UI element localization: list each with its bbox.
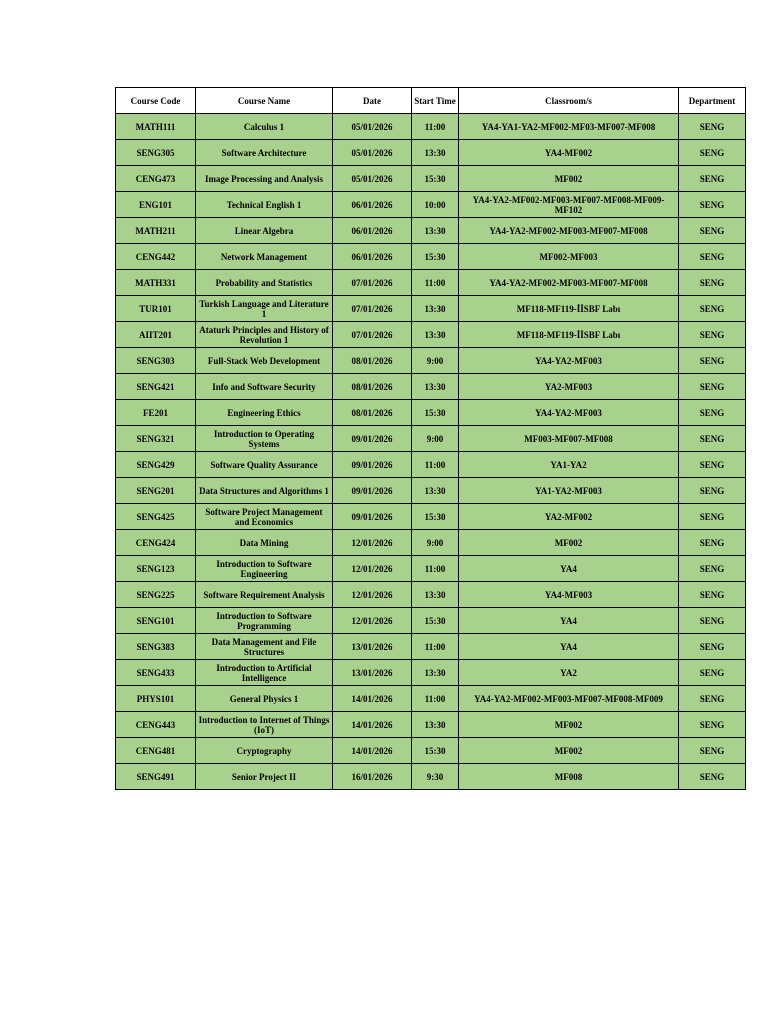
course-name-cell: Introduction to Artificial Intelligence: [196, 660, 333, 686]
classrooms-cell: MF002: [459, 166, 679, 192]
header-department: Department: [679, 88, 746, 114]
course-name-cell: Ataturk Principles and History of Revolution 1: [196, 322, 333, 348]
department-cell: SENG: [679, 686, 746, 712]
course-code-cell: SENG491: [116, 764, 196, 790]
course-name-cell: Image Processing and Analysis: [196, 166, 333, 192]
date-cell: 14/01/2026: [333, 738, 412, 764]
table-row: [116, 166, 746, 192]
course-name-cell: Linear Algebra: [196, 218, 333, 244]
start-time-cell: 13:30: [412, 478, 459, 504]
table-row: [116, 452, 746, 478]
date-cell: 09/01/2026: [333, 478, 412, 504]
course-code-cell: SENG303: [116, 348, 196, 374]
start-time-cell: 11:00: [412, 634, 459, 660]
course-code-cell: SENG123: [116, 556, 196, 582]
table-row: [116, 192, 746, 218]
date-cell: 06/01/2026: [333, 218, 412, 244]
course-code-cell: CENG442: [116, 244, 196, 270]
table-row: [116, 504, 746, 530]
classrooms-cell: YA4-MF002: [459, 140, 679, 166]
start-time-cell: 15:30: [412, 244, 459, 270]
date-cell: 09/01/2026: [333, 452, 412, 478]
classrooms-cell: MF118-MF119-İİSBF Labı: [459, 296, 679, 322]
course-name-cell: Engineering Ethics: [196, 400, 333, 426]
header-date: Date: [333, 88, 412, 114]
start-time-cell: 13:30: [412, 712, 459, 738]
classrooms-cell: YA4-YA2-MF003: [459, 348, 679, 374]
department-cell: SENG: [679, 582, 746, 608]
table-row: [116, 686, 746, 712]
course-name-cell: Network Management: [196, 244, 333, 270]
start-time-cell: 11:00: [412, 686, 459, 712]
course-name-cell: Data Mining: [196, 530, 333, 556]
course-code-cell: MATH111: [116, 114, 196, 140]
table-row: [116, 270, 746, 296]
date-cell: 07/01/2026: [333, 270, 412, 296]
date-cell: 09/01/2026: [333, 426, 412, 452]
classrooms-cell: YA4-YA2-MF002-MF003-MF007-MF008: [459, 270, 679, 296]
course-code-cell: SENG101: [116, 608, 196, 634]
table-row: [116, 244, 746, 270]
department-cell: SENG: [679, 192, 746, 218]
start-time-cell: 9:00: [412, 426, 459, 452]
table-row: [116, 400, 746, 426]
course-code-cell: CENG481: [116, 738, 196, 764]
course-code-cell: SENG421: [116, 374, 196, 400]
date-cell: 09/01/2026: [333, 504, 412, 530]
course-code-cell: SENG433: [116, 660, 196, 686]
course-name-cell: Software Requirement Analysis: [196, 582, 333, 608]
table-row: [116, 426, 746, 452]
date-cell: 14/01/2026: [333, 686, 412, 712]
start-time-cell: 11:00: [412, 452, 459, 478]
department-cell: SENG: [679, 556, 746, 582]
department-cell: SENG: [679, 400, 746, 426]
classrooms-cell: YA2-MF003: [459, 374, 679, 400]
date-cell: 12/01/2026: [333, 582, 412, 608]
classrooms-cell: YA4-YA2-MF002-MF003-MF007-MF008-MF009: [459, 686, 679, 712]
header-course-name: Course Name: [196, 88, 333, 114]
date-cell: 12/01/2026: [333, 556, 412, 582]
classrooms-cell: YA4-YA1-YA2-MF002-MF03-MF007-MF008: [459, 114, 679, 140]
department-cell: SENG: [679, 140, 746, 166]
date-cell: 07/01/2026: [333, 296, 412, 322]
start-time-cell: 15:30: [412, 504, 459, 530]
date-cell: 13/01/2026: [333, 660, 412, 686]
department-cell: SENG: [679, 244, 746, 270]
table-row: [116, 582, 746, 608]
course-code-cell: SENG225: [116, 582, 196, 608]
header-row: [116, 88, 746, 114]
course-name-cell: Turkish Language and Literature 1: [196, 296, 333, 322]
department-cell: SENG: [679, 478, 746, 504]
department-cell: SENG: [679, 348, 746, 374]
classrooms-cell: YA4-MF003: [459, 582, 679, 608]
department-cell: SENG: [679, 764, 746, 790]
department-cell: SENG: [679, 270, 746, 296]
department-cell: SENG: [679, 608, 746, 634]
course-name-cell: Cryptography: [196, 738, 333, 764]
classrooms-cell: YA1-YA2-MF003: [459, 478, 679, 504]
start-time-cell: 11:00: [412, 270, 459, 296]
start-time-cell: 15:30: [412, 400, 459, 426]
course-code-cell: MATH211: [116, 218, 196, 244]
date-cell: 06/01/2026: [333, 244, 412, 270]
course-code-cell: CENG473: [116, 166, 196, 192]
table-row: [116, 608, 746, 634]
course-name-cell: Probability and Statistics: [196, 270, 333, 296]
department-cell: SENG: [679, 426, 746, 452]
table-row: [116, 660, 746, 686]
start-time-cell: 13:30: [412, 296, 459, 322]
course-name-cell: Info and Software Security: [196, 374, 333, 400]
course-code-cell: CENG443: [116, 712, 196, 738]
table-row: [116, 348, 746, 374]
table-row: [116, 556, 746, 582]
course-name-cell: Software Architecture: [196, 140, 333, 166]
start-time-cell: 15:30: [412, 738, 459, 764]
start-time-cell: 13:30: [412, 374, 459, 400]
table-row: [116, 738, 746, 764]
course-name-cell: Data Structures and Algorithms 1: [196, 478, 333, 504]
classrooms-cell: YA4: [459, 608, 679, 634]
table-body: [116, 114, 746, 790]
classrooms-cell: YA4-YA2-MF002-MF003-MF007-MF008: [459, 218, 679, 244]
department-cell: SENG: [679, 166, 746, 192]
classrooms-cell: MF002-MF003: [459, 244, 679, 270]
course-name-cell: Technical English 1: [196, 192, 333, 218]
course-code-cell: AIIT201: [116, 322, 196, 348]
department-cell: SENG: [679, 712, 746, 738]
classrooms-cell: MF008: [459, 764, 679, 790]
course-code-cell: SENG429: [116, 452, 196, 478]
start-time-cell: 13:30: [412, 322, 459, 348]
department-cell: SENG: [679, 660, 746, 686]
date-cell: 12/01/2026: [333, 608, 412, 634]
date-cell: 14/01/2026: [333, 712, 412, 738]
course-code-cell: SENG321: [116, 426, 196, 452]
start-time-cell: 15:30: [412, 608, 459, 634]
table-row: [116, 478, 746, 504]
course-code-cell: FE201: [116, 400, 196, 426]
course-name-cell: Introduction to Software Programming: [196, 608, 333, 634]
course-name-cell: Introduction to Operating Systems: [196, 426, 333, 452]
course-name-cell: Data Management and File Structures: [196, 634, 333, 660]
course-code-cell: SENG201: [116, 478, 196, 504]
course-code-cell: PHYS101: [116, 686, 196, 712]
table-row: [116, 218, 746, 244]
date-cell: 05/01/2026: [333, 140, 412, 166]
start-time-cell: 10:00: [412, 192, 459, 218]
date-cell: 06/01/2026: [333, 192, 412, 218]
course-name-cell: Software Quality Assurance: [196, 452, 333, 478]
start-time-cell: 9:00: [412, 348, 459, 374]
department-cell: SENG: [679, 738, 746, 764]
course-code-cell: TUR101: [116, 296, 196, 322]
date-cell: 08/01/2026: [333, 374, 412, 400]
table-row: [116, 634, 746, 660]
start-time-cell: 9:00: [412, 530, 459, 556]
table-row: [116, 374, 746, 400]
classrooms-cell: YA4-YA2-MF002-MF003-MF007-MF008-MF009-MF102: [459, 192, 679, 218]
course-code-cell: SENG425: [116, 504, 196, 530]
date-cell: 08/01/2026: [333, 348, 412, 374]
course-code-cell: SENG305: [116, 140, 196, 166]
table-row: [116, 140, 746, 166]
department-cell: SENG: [679, 530, 746, 556]
table-row: [116, 712, 746, 738]
date-cell: 12/01/2026: [333, 530, 412, 556]
course-code-cell: CENG424: [116, 530, 196, 556]
date-cell: 08/01/2026: [333, 400, 412, 426]
classrooms-cell: MF002: [459, 712, 679, 738]
start-time-cell: 13:30: [412, 218, 459, 244]
course-name-cell: Senior Project II: [196, 764, 333, 790]
date-cell: 13/01/2026: [333, 634, 412, 660]
start-time-cell: 13:30: [412, 582, 459, 608]
date-cell: 05/01/2026: [333, 166, 412, 192]
start-time-cell: 11:00: [412, 114, 459, 140]
header-start-time: Start Time: [412, 88, 459, 114]
department-cell: SENG: [679, 452, 746, 478]
table-row: [116, 764, 746, 790]
classrooms-cell: YA2: [459, 660, 679, 686]
department-cell: SENG: [679, 114, 746, 140]
course-code-cell: SENG383: [116, 634, 196, 660]
course-name-cell: Calculus 1: [196, 114, 333, 140]
start-time-cell: 13:30: [412, 660, 459, 686]
start-time-cell: 9:30: [412, 764, 459, 790]
classrooms-cell: YA4: [459, 634, 679, 660]
course-name-cell: Introduction to Internet of Things (IoT): [196, 712, 333, 738]
department-cell: SENG: [679, 322, 746, 348]
start-time-cell: 13:30: [412, 140, 459, 166]
date-cell: 16/01/2026: [333, 764, 412, 790]
classrooms-cell: MF003-MF007-MF008: [459, 426, 679, 452]
table-header: [116, 88, 746, 114]
department-cell: SENG: [679, 218, 746, 244]
table-row: [116, 114, 746, 140]
course-code-cell: MATH331: [116, 270, 196, 296]
table-row: [116, 530, 746, 556]
classrooms-cell: YA2-MF002: [459, 504, 679, 530]
department-cell: SENG: [679, 296, 746, 322]
classrooms-cell: YA4: [459, 556, 679, 582]
department-cell: SENG: [679, 374, 746, 400]
header-course-code: Course Code: [116, 88, 196, 114]
start-time-cell: 15:30: [412, 166, 459, 192]
course-name-cell: Introduction to Software Engineering: [196, 556, 333, 582]
classrooms-cell: YA1-YA2: [459, 452, 679, 478]
classrooms-cell: MF118-MF119-İİSBF Labı: [459, 322, 679, 348]
department-cell: SENG: [679, 504, 746, 530]
start-time-cell: 11:00: [412, 556, 459, 582]
date-cell: 05/01/2026: [333, 114, 412, 140]
table-row: [116, 296, 746, 322]
classrooms-cell: MF002: [459, 530, 679, 556]
exam-schedule-table: [115, 87, 746, 790]
course-name-cell: General Physics 1: [196, 686, 333, 712]
classrooms-cell: MF002: [459, 738, 679, 764]
course-name-cell: Full-Stack Web Development: [196, 348, 333, 374]
table-row: [116, 322, 746, 348]
course-name-cell: Software Project Management and Economics: [196, 504, 333, 530]
classrooms-cell: YA4-YA2-MF003: [459, 400, 679, 426]
department-cell: SENG: [679, 634, 746, 660]
header-classrooms: Classroom/s: [459, 88, 679, 114]
course-code-cell: ENG101: [116, 192, 196, 218]
date-cell: 07/01/2026: [333, 322, 412, 348]
